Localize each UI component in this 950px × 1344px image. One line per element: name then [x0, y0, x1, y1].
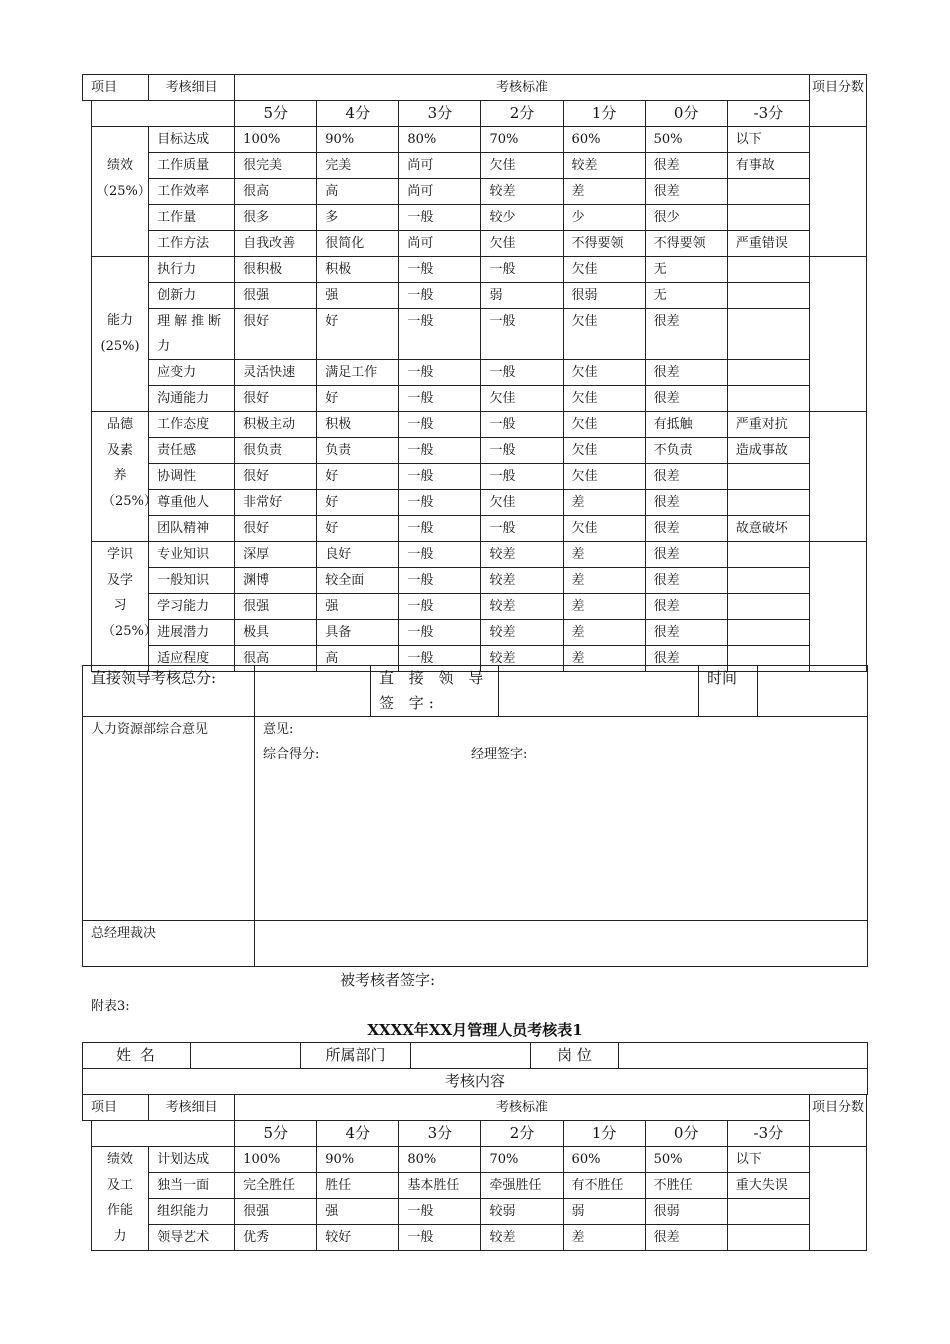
cell: 100%	[235, 127, 317, 153]
cell: 高	[317, 179, 399, 205]
detail-item: 工作质量	[149, 153, 235, 179]
cell: 一般	[399, 620, 481, 646]
cell: 有不胜任	[563, 1173, 645, 1199]
score-2: 2分	[481, 1121, 563, 1147]
manager-sign-label: 经理签字:	[471, 747, 528, 762]
cell: 一般	[399, 386, 481, 412]
cell: 较差	[563, 153, 645, 179]
cell: 尚可	[399, 231, 481, 257]
cell: 一般	[399, 205, 481, 231]
cell: 很简化	[317, 231, 399, 257]
cell: 很差	[645, 360, 727, 386]
cell: 负责	[317, 438, 399, 464]
cell	[727, 205, 809, 231]
cell: 一般	[399, 646, 481, 672]
cell: 很积极	[235, 257, 317, 283]
cell: 一般	[481, 464, 563, 490]
manager-assessment-table	[82, 1094, 867, 1251]
cell: 很弱	[645, 1199, 727, 1225]
post-label: 岗 位	[531, 1043, 619, 1069]
cell: 很差	[645, 516, 727, 542]
score-cell	[809, 257, 866, 412]
group-performance: 绩效（25%）	[92, 127, 149, 257]
score-minus3: -3分	[727, 1121, 809, 1147]
cell: 较差	[481, 542, 563, 568]
group-morality: 品德及素养（25%）	[92, 412, 149, 542]
cell: 一般	[399, 568, 481, 594]
cell: 欠佳	[563, 516, 645, 542]
detail-item: 适应程度	[149, 646, 235, 672]
cell: 较差	[481, 568, 563, 594]
cell: 差	[563, 646, 645, 672]
header-standard: 考核标准	[235, 75, 810, 101]
cell: 有抵触	[645, 412, 727, 438]
detail-item: 创新力	[149, 283, 235, 309]
leader-total-label: 直接领导考核总分:	[83, 666, 255, 717]
cell: 积极主动	[235, 412, 317, 438]
cell: 60%	[563, 127, 645, 153]
cell	[727, 360, 809, 386]
cell: 很差	[645, 153, 727, 179]
leader-sign-label: 直 接 领 导 签 字:	[371, 666, 499, 717]
cell: 弱	[481, 283, 563, 309]
score-4: 4分	[317, 101, 399, 127]
cell: 欠佳	[563, 360, 645, 386]
score-3: 3分	[399, 101, 481, 127]
cell: 极具	[235, 620, 317, 646]
cell: 较少	[481, 205, 563, 231]
examinee-sign: 被考核者签字:	[340, 971, 436, 989]
cell: 一般	[399, 490, 481, 516]
cell: 较全面	[317, 568, 399, 594]
cell: 一般	[399, 594, 481, 620]
cell	[727, 1199, 809, 1225]
cell: 好	[317, 516, 399, 542]
leader-sign-value[interactable]	[499, 666, 699, 717]
cell: 很差	[645, 490, 727, 516]
cell: 一般	[399, 360, 481, 386]
cell: 很高	[235, 179, 317, 205]
cell: 一般	[481, 438, 563, 464]
score-0: 0分	[645, 101, 727, 127]
detail-item: 工作态度	[149, 412, 235, 438]
cell: 较差	[481, 646, 563, 672]
cell: 积极	[317, 412, 399, 438]
cell: 50%	[645, 127, 727, 153]
cell: 很差	[645, 646, 727, 672]
cell	[727, 1225, 809, 1251]
cell: 强	[317, 1199, 399, 1225]
cell	[727, 568, 809, 594]
detail-item: 工作方法	[149, 231, 235, 257]
score-0: 0分	[645, 1121, 727, 1147]
cell: 胜任	[317, 1173, 399, 1199]
cell: 欠佳	[563, 464, 645, 490]
cell: 很差	[645, 464, 727, 490]
cell: 很差	[645, 620, 727, 646]
cell: 不得要领	[645, 231, 727, 257]
cell: 很好	[235, 309, 317, 360]
cell: 差	[563, 568, 645, 594]
cell: 很差	[645, 542, 727, 568]
cell: 弱	[563, 1199, 645, 1225]
detail-item: 学习能力	[149, 594, 235, 620]
cell: 一般	[481, 516, 563, 542]
cell: 较差	[481, 594, 563, 620]
header-detail: 考核细目	[149, 75, 235, 101]
cell	[727, 464, 809, 490]
manager-info-table	[82, 1042, 868, 1095]
cell: 好	[317, 490, 399, 516]
cell: 很高	[235, 646, 317, 672]
cell: 完美	[317, 153, 399, 179]
cell: 好	[317, 309, 399, 360]
detail-item: 工作量	[149, 205, 235, 231]
cell: 很差	[645, 1225, 727, 1251]
cell: 很完美	[235, 153, 317, 179]
cell: 较差	[481, 1225, 563, 1251]
cell: 很弱	[563, 283, 645, 309]
cell: 强	[317, 283, 399, 309]
detail-item: 工作效率	[149, 179, 235, 205]
cell	[727, 257, 809, 283]
cell: 无	[645, 257, 727, 283]
cell: 无	[645, 283, 727, 309]
cell: 积极	[317, 257, 399, 283]
cell: 一般	[481, 360, 563, 386]
cell: 尚可	[399, 153, 481, 179]
cell: 较差	[481, 179, 563, 205]
group-performance-ability: 绩效及工作能力	[92, 1147, 149, 1251]
content-label: 考核内容	[83, 1069, 868, 1095]
cell: 差	[563, 179, 645, 205]
score-5: 5分	[235, 101, 317, 127]
cell: 70%	[481, 1147, 563, 1173]
cell: 较差	[481, 620, 563, 646]
hr-opinion-area[interactable]	[255, 717, 868, 921]
cell: 70%	[481, 127, 563, 153]
cell: 很差	[645, 179, 727, 205]
cell: 一般	[399, 438, 481, 464]
summary-table	[82, 665, 868, 967]
cell: 一般	[399, 542, 481, 568]
cell: 一般	[481, 412, 563, 438]
detail-item: 独当一面	[149, 1173, 235, 1199]
cell	[727, 490, 809, 516]
cell: 欠佳	[481, 153, 563, 179]
cell: 欠佳	[563, 386, 645, 412]
detail-item: 组织能力	[149, 1199, 235, 1225]
detail-item: 责任感	[149, 438, 235, 464]
cell: 严重错误	[727, 231, 809, 257]
cell: 欠佳	[563, 257, 645, 283]
cell	[727, 594, 809, 620]
cell: 严重对抗	[727, 412, 809, 438]
name-value[interactable]	[191, 1043, 301, 1069]
dept-label: 所属部门	[301, 1043, 411, 1069]
cell: 很好	[235, 386, 317, 412]
cell: 基本胜任	[399, 1173, 481, 1199]
cell: 具备	[317, 620, 399, 646]
cell: 好	[317, 386, 399, 412]
cell: 很强	[235, 594, 317, 620]
cell: 一般	[481, 309, 563, 360]
cell: 60%	[563, 1147, 645, 1173]
detail-item: 进展潜力	[149, 620, 235, 646]
score-minus3: -3分	[727, 101, 809, 127]
cell: 优秀	[235, 1225, 317, 1251]
cell	[727, 386, 809, 412]
leader-total-value[interactable]	[255, 666, 371, 717]
appendix-label: 附表3:	[91, 999, 130, 1014]
cell: 欠佳	[563, 438, 645, 464]
cell: 较好	[317, 1225, 399, 1251]
cell: 90%	[317, 127, 399, 153]
time-value[interactable]	[758, 666, 868, 717]
score-cell	[809, 412, 866, 542]
cell: 故意破坏	[727, 516, 809, 542]
cell: 牵强胜任	[481, 1173, 563, 1199]
dept-value[interactable]	[411, 1043, 531, 1069]
cell: 灵活快速	[235, 360, 317, 386]
cell: 很好	[235, 516, 317, 542]
cell: 80%	[399, 127, 481, 153]
hr-label: 人力资源部综合意见	[83, 717, 255, 921]
cell: 满足工作	[317, 360, 399, 386]
cell: 一般	[399, 283, 481, 309]
cell: 很少	[645, 205, 727, 231]
cell	[727, 620, 809, 646]
group-ability: 能力(25%)	[92, 257, 149, 412]
detail-item: 协调性	[149, 464, 235, 490]
cell: 一般	[399, 412, 481, 438]
table2-title: XXXX年XX月管理人员考核表1	[367, 1021, 583, 1039]
cell: 一般	[399, 464, 481, 490]
detail-item: 计划达成	[149, 1147, 235, 1173]
score-1: 1分	[563, 1121, 645, 1147]
cell: 尚可	[399, 179, 481, 205]
post-value[interactable]	[619, 1043, 868, 1069]
assessment-table	[82, 74, 867, 672]
cell: 不负责	[645, 438, 727, 464]
cell: 很差	[645, 309, 727, 360]
cell	[727, 179, 809, 205]
score-2: 2分	[481, 101, 563, 127]
cell: 欠佳	[481, 231, 563, 257]
cell: 100%	[235, 1147, 317, 1173]
cell: 一般	[399, 309, 481, 360]
cell: 欠佳	[563, 309, 645, 360]
header-detail: 考核细目	[149, 1095, 235, 1121]
cell: 很多	[235, 205, 317, 231]
cell: 不得要领	[563, 231, 645, 257]
score-cell	[809, 1147, 866, 1251]
detail-item: 团队精神	[149, 516, 235, 542]
score-cell	[809, 127, 866, 257]
header-item: 项目	[83, 75, 149, 101]
cell: 一般	[399, 516, 481, 542]
cell: 差	[563, 542, 645, 568]
total-score-label: 综合得分:	[263, 747, 320, 762]
cell: 差	[563, 594, 645, 620]
cell: 渊博	[235, 568, 317, 594]
cell	[727, 283, 809, 309]
detail-item: 目标达成	[149, 127, 235, 153]
cell: 一般	[399, 1225, 481, 1251]
detail-item: 尊重他人	[149, 490, 235, 516]
detail-item: 专业知识	[149, 542, 235, 568]
cell: 很差	[645, 594, 727, 620]
cell: 良好	[317, 542, 399, 568]
cell: 一般	[399, 257, 481, 283]
cell: 自我改善	[235, 231, 317, 257]
score-4: 4分	[317, 1121, 399, 1147]
cell: 欠佳	[481, 490, 563, 516]
score-cell	[809, 542, 866, 672]
header-item: 项目	[83, 1095, 149, 1121]
header-score: 项目分数	[809, 1095, 866, 1147]
cell: 80%	[399, 1147, 481, 1173]
cell: 重大失误	[727, 1173, 809, 1199]
cell: 欠佳	[481, 386, 563, 412]
cell: 以下	[727, 127, 809, 153]
cell: 不胜任	[645, 1173, 727, 1199]
cell: 非常好	[235, 490, 317, 516]
cell: 多	[317, 205, 399, 231]
cell: 较弱	[481, 1199, 563, 1225]
cell: 很差	[645, 568, 727, 594]
cell: 很好	[235, 464, 317, 490]
cell: 有事故	[727, 153, 809, 179]
cell: 好	[317, 464, 399, 490]
header-score: 项目分数	[809, 75, 866, 127]
cell: 欠佳	[563, 412, 645, 438]
cell: 很强	[235, 1199, 317, 1225]
cell: 深厚	[235, 542, 317, 568]
cell: 完全胜任	[235, 1173, 317, 1199]
score-1: 1分	[563, 101, 645, 127]
cell: 差	[563, 620, 645, 646]
cell: 一般	[481, 257, 563, 283]
cell: 很负责	[235, 438, 317, 464]
name-label: 姓 名	[83, 1043, 191, 1069]
cell: 以下	[727, 1147, 809, 1173]
cell: 高	[317, 646, 399, 672]
cell: 强	[317, 594, 399, 620]
detail-item: 沟通能力	[149, 386, 235, 412]
time-label: 时间	[699, 666, 758, 717]
cell	[727, 542, 809, 568]
cell: 50%	[645, 1147, 727, 1173]
detail-item: 一般知识	[149, 568, 235, 594]
cell: 90%	[317, 1147, 399, 1173]
cell: 很强	[235, 283, 317, 309]
gm-label: 总经理裁决	[83, 921, 255, 967]
cell: 少	[563, 205, 645, 231]
score-3: 3分	[399, 1121, 481, 1147]
header-standard: 考核标准	[235, 1095, 810, 1121]
cell: 差	[563, 490, 645, 516]
cell: 造成事故	[727, 438, 809, 464]
cell: 差	[563, 1225, 645, 1251]
cell: 一般	[399, 1199, 481, 1225]
score-5: 5分	[235, 1121, 317, 1147]
opinion-label: 意见:	[263, 722, 294, 737]
detail-item: 应变力	[149, 360, 235, 386]
group-knowledge: 学识及学习（25%）	[92, 542, 149, 672]
cell: 很差	[645, 386, 727, 412]
detail-item: 执行力	[149, 257, 235, 283]
detail-item: 理解推断力	[149, 309, 235, 360]
gm-decision-value[interactable]	[255, 921, 868, 967]
cell	[727, 309, 809, 360]
detail-item: 领导艺术	[149, 1225, 235, 1251]
